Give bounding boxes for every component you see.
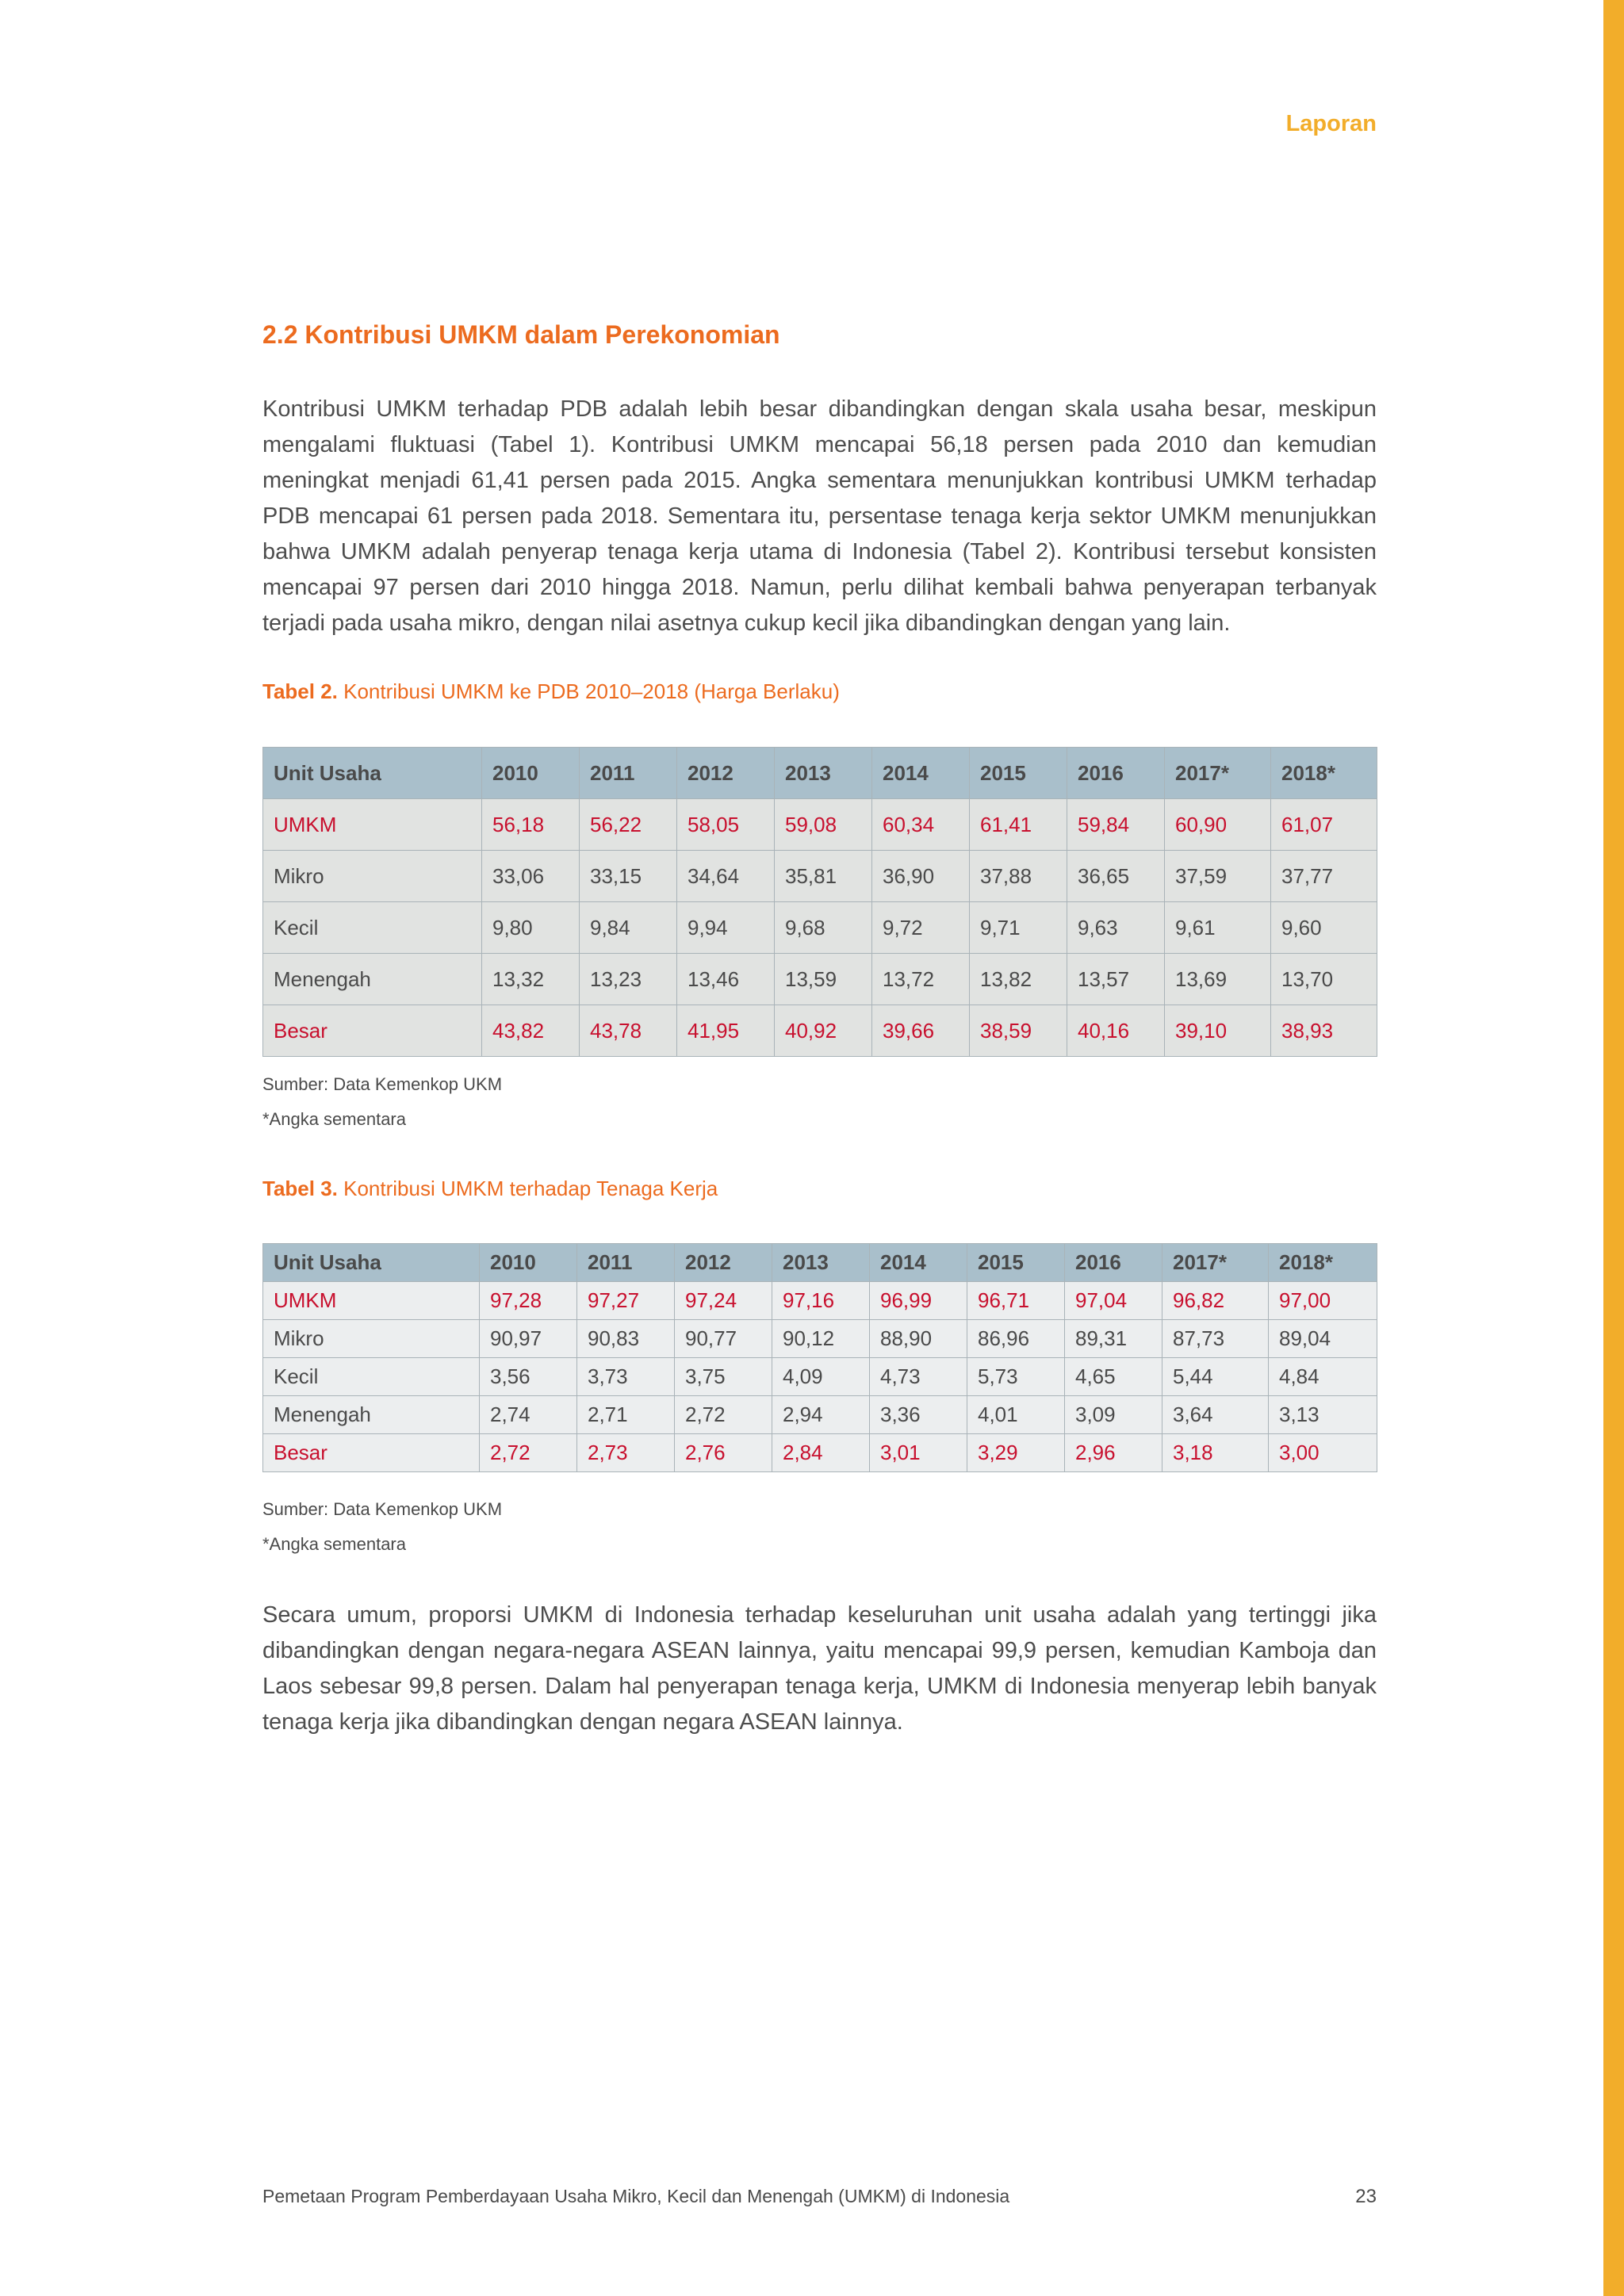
column-header: 2014 [872,748,970,799]
column-header: 2011 [577,1244,675,1282]
column-header: 2017* [1165,748,1271,799]
running-header: Laporan [1285,111,1377,136]
table-cell: 59,08 [775,799,872,851]
table-cell: 3,36 [870,1396,967,1434]
table-cell: 37,88 [970,851,1067,902]
column-header: 2012 [675,1244,772,1282]
table-cell: 9,94 [677,902,775,954]
table-row [263,1396,1377,1434]
table-cell: 3,09 [1065,1396,1162,1434]
table-cell: 9,80 [482,902,580,954]
table-cell: 4,84 [1269,1358,1377,1396]
table-cell: 9,72 [872,902,970,954]
table-cell: UMKM [263,1282,480,1320]
table-cell: 9,61 [1165,902,1271,954]
table-cell: 89,04 [1269,1320,1377,1358]
table-cell: 13,32 [482,954,580,1005]
table-cell: 2,96 [1065,1434,1162,1472]
table-caption-label: Tabel 2. [262,679,338,703]
column-header: 2010 [480,1244,577,1282]
table-cell: 97,27 [577,1282,675,1320]
table-cell: 3,29 [967,1434,1065,1472]
table-cell: 2,84 [772,1434,870,1472]
table-cell: 61,41 [970,799,1067,851]
column-header: 2017* [1162,1244,1269,1282]
table-cell: 34,64 [677,851,775,902]
column-header: Unit Usaha [263,748,482,799]
table-cell: 39,66 [872,1005,970,1057]
table-header-row [263,1244,1377,1282]
body-paragraph-2: Secara umum, proporsi UMKM di Indonesia terhadap keseluruhan unit usaha adalah yang tertinggi jika dibandingkan dengan negara-negara ASEAN lainnya, yaitu mencapai 99,9 persen, kemudian Kamboja dan Laos sebesar 99,8 persen. Dalam hal penyerapan tenaga kerja, UMKM di Indonesia menyerap lebih banyak tenaga kerja jika dibandingkan dengan negara ASEAN lainnya. [262,1602,1377,1735]
table-cell: 90,97 [480,1320,577,1358]
column-header: 2013 [775,748,872,799]
table-cell: 3,73 [577,1358,675,1396]
table-cell: 9,71 [970,902,1067,954]
page-edge-bar [1603,0,1624,2296]
table-labor-contribution [262,1243,1377,1472]
table-row [263,1320,1377,1358]
table-row [263,851,1377,902]
section-title: 2.2 Kontribusi UMKM dalam Perekonomian [262,320,780,349]
table-caption-label: Tabel 3. [262,1177,338,1200]
table-cell: 13,69 [1165,954,1271,1005]
table-cell: Kecil [263,1358,480,1396]
table-cell: 96,99 [870,1282,967,1320]
table-cell: 4,73 [870,1358,967,1396]
table-row [263,902,1377,954]
table-cell: 87,73 [1162,1320,1269,1358]
table-cell: 56,18 [482,799,580,851]
table-cell: 2,71 [577,1396,675,1434]
column-header: 2012 [677,748,775,799]
column-header: 2015 [970,748,1067,799]
table-footnote: *Angka sementara [262,1534,406,1554]
table-cell: 3,00 [1269,1434,1377,1472]
table-cell: 59,84 [1067,799,1165,851]
table-cell: Mikro [263,851,482,902]
table-cell: 3,18 [1162,1434,1269,1472]
table-cell: 38,59 [970,1005,1067,1057]
column-header: 2013 [772,1244,870,1282]
column-header: 2018* [1269,1244,1377,1282]
page-number: 23 [1355,2186,1377,2207]
table-gdp-contribution [262,747,1377,1057]
table-cell: 90,77 [675,1320,772,1358]
body-paragraph-1: Kontribusi UMKM terhadap PDB adalah lebih besar dibandingkan dengan skala usaha besar, meskipun mengalami fluktuasi (Tabel 1). Kontribusi UMKM mencapai 56,18 persen pada 2010 dan kemudian meningkat menjadi 61,41 persen pada 2015. Angka sementara menunjukkan kontribusi UMKM terhadap PDB mencapai 61 persen pada 2018. Sementara itu, persentase tenaga kerja sektor UMKM menunjukkan bahwa UMKM adalah penyerap tenaga kerja utama di Indonesia (Tabel 2). Kontribusi tersebut konsisten mencapai 97 persen dari 2010 hingga 2018. Namun, perlu dilihat kembali bahwa penyerapan terbanyak terjadi pada usaha mikro, dengan nilai asetnya cukup kecil jika dibandingkan dengan yang lain. [262,396,1377,636]
table-cell: 35,81 [775,851,872,902]
table-cell: 3,01 [870,1434,967,1472]
table-header-row [263,748,1377,799]
table-caption-2 [262,1177,718,1201]
footer-title: Pemetaan Program Pemberdayaan Usaha Mikro, Kecil dan Menengah (UMKM) di Indonesia [262,2186,1010,2206]
table-cell: 38,93 [1271,1005,1377,1057]
table-cell: Menengah [263,1396,480,1434]
table-cell: 3,56 [480,1358,577,1396]
table-cell: 33,06 [482,851,580,902]
table-cell: 13,23 [580,954,677,1005]
table-caption-text: Kontribusi UMKM ke PDB 2010–2018 (Harga Berlaku) [343,679,840,703]
table-cell: 97,00 [1269,1282,1377,1320]
table-footnote: *Angka sementara [262,1109,406,1129]
table-cell: 41,95 [677,1005,775,1057]
table-cell: 9,84 [580,902,677,954]
column-header: 2018* [1271,748,1377,799]
table-cell: Besar [263,1434,480,1472]
table-cell: Menengah [263,954,482,1005]
table-cell: 39,10 [1165,1005,1271,1057]
table-cell: 97,16 [772,1282,870,1320]
table-row [263,1282,1377,1320]
table-cell: UMKM [263,799,482,851]
table-cell: 3,64 [1162,1396,1269,1434]
table-cell: 97,24 [675,1282,772,1320]
column-header: 2011 [580,748,677,799]
table-cell: 5,73 [967,1358,1065,1396]
table-caption-text: Kontribusi UMKM terhadap Tenaga Kerja [343,1177,718,1200]
table-cell: 5,44 [1162,1358,1269,1396]
table-cell: 13,46 [677,954,775,1005]
table-caption-1 [262,679,840,704]
table-cell: 13,70 [1271,954,1377,1005]
table-row [263,1005,1377,1057]
table-cell: Mikro [263,1320,480,1358]
table-cell: 61,07 [1271,799,1377,851]
table-source-note: Sumber: Data Kemenkop UKM [262,1074,503,1094]
table-cell: 40,92 [775,1005,872,1057]
table-cell: 90,83 [577,1320,675,1358]
table-cell: 90,12 [772,1320,870,1358]
column-header: 2015 [967,1244,1065,1282]
table-cell: 96,71 [967,1282,1065,1320]
table-cell: 60,90 [1165,799,1271,851]
table-cell: 96,82 [1162,1282,1269,1320]
table-cell: 43,82 [482,1005,580,1057]
table-cell: 37,59 [1165,851,1271,902]
column-header: 2014 [870,1244,967,1282]
table-cell: 9,63 [1067,902,1165,954]
table-cell: 60,34 [872,799,970,851]
table-cell: 89,31 [1065,1320,1162,1358]
column-header: 2016 [1065,1244,1162,1282]
table-cell: 13,57 [1067,954,1165,1005]
table-cell: 2,72 [675,1396,772,1434]
table-cell: Kecil [263,902,482,954]
table-cell: 58,05 [677,799,775,851]
table-cell: 9,68 [775,902,872,954]
table-cell: 9,60 [1271,902,1377,954]
table-cell: 40,16 [1067,1005,1165,1057]
table-cell: 3,13 [1269,1396,1377,1434]
table-cell: 97,28 [480,1282,577,1320]
table-row [263,1358,1377,1396]
table-row [263,799,1377,851]
column-header: Unit Usaha [263,1244,480,1282]
table-cell: 3,75 [675,1358,772,1396]
table-cell: 37,77 [1271,851,1377,902]
column-header: 2010 [482,748,580,799]
table-cell: 2,76 [675,1434,772,1472]
table-cell: 4,09 [772,1358,870,1396]
column-header: 2016 [1067,748,1165,799]
table-source-note: Sumber: Data Kemenkop UKM [262,1499,503,1519]
table-cell: 56,22 [580,799,677,851]
table-cell: 13,72 [872,954,970,1005]
table-cell: 2,74 [480,1396,577,1434]
table-cell: 4,01 [967,1396,1065,1434]
table-cell: 2,94 [772,1396,870,1434]
table-cell: 13,82 [970,954,1067,1005]
table-cell: 43,78 [580,1005,677,1057]
table-cell: 13,59 [775,954,872,1005]
table-row [263,1434,1377,1472]
table-cell: 86,96 [967,1320,1065,1358]
table-cell: 36,90 [872,851,970,902]
table-cell: Besar [263,1005,482,1057]
table-cell: 4,65 [1065,1358,1162,1396]
table-cell: 2,73 [577,1434,675,1472]
table-cell: 88,90 [870,1320,967,1358]
table-cell: 36,65 [1067,851,1165,902]
table-cell: 2,72 [480,1434,577,1472]
table-row [263,954,1377,1005]
table-cell: 97,04 [1065,1282,1162,1320]
table-cell: 33,15 [580,851,677,902]
